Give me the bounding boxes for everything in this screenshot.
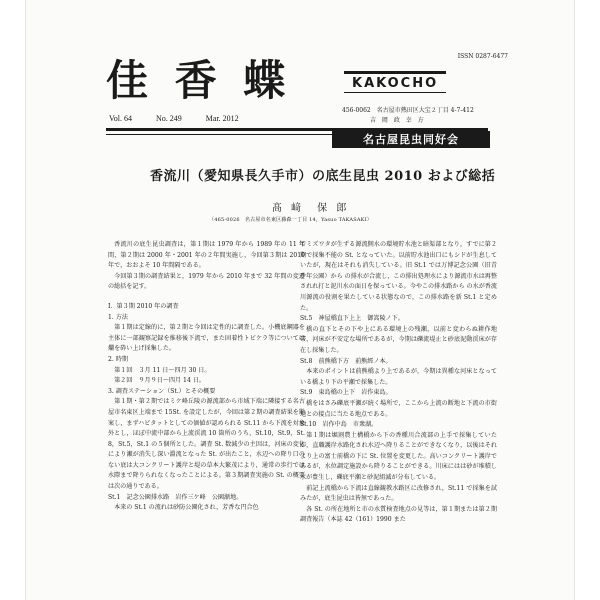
journal-title: 佳 香 蝶 bbox=[106, 56, 292, 105]
issn-number: ISSN 0287-6477 bbox=[457, 53, 508, 60]
issue-info bbox=[109, 114, 239, 123]
issue-date: Mar. 2012 bbox=[205, 114, 239, 123]
station-heading: St.5 神屋橋直下上上 御嵩陵ノ下。 bbox=[300, 315, 404, 323]
station-heading: St.8 前熊橋下方 前熊經ノ本。 bbox=[300, 357, 392, 365]
journal-romaji-title: KAKOCHO bbox=[344, 71, 446, 93]
author-affiliation: （465-0026 名古屋市名東区藤森一丁目 14，Yasuo TAKASAKI） bbox=[209, 217, 372, 223]
paragraph: 今回第３期の調査結果と，1979 年から 2010 年まで 32 年間の変遷の総括を記す。 bbox=[108, 272, 305, 291]
paragraph: 前記上流橋から下流は直線観教水路区に改修され，St.11 で採集を試みたが，底生昆虫は皆無であった。 bbox=[300, 484, 497, 503]
subsection-heading: 3. 調査ステーション（St.）とその概要 bbox=[108, 387, 216, 395]
paragraph: でミズワタが生ずる源流側水の環境貯水池と暗渠部となり，すでに第２期で採集不能の St. となっていた。以前貯水池出口にもシドが生息していたが，現在はそれも消失している。旧 St.1 では万博記念公園（旧青少年公園）から の排水が合流し，この排出処理水により源流市水は再整されれ打と泥川水の面日を保っている。今やこの排水路から の水が香流川源流の役割を果たしている状態なので，この排水路を新 St.1 と定めた。 bbox=[300, 241, 497, 312]
issue-number: No. 249 bbox=[155, 114, 182, 123]
paragraph: 橋の直下とその下や上にある環境上の残瀬，以前と変わらぬ耕作地帯，河床が不安定な場所であるが，今期は礫流堤止と砂底泥動渓床が存在し採集した。 bbox=[300, 325, 497, 354]
subsection-heading: 1. 方法 bbox=[108, 313, 128, 321]
section-heading: Ⅰ．第３期 2010 年の調査 bbox=[108, 302, 179, 310]
body-column-right bbox=[300, 240, 497, 526]
paragraph: 第１期・第２期ではミケ峰丘陵の源流部から市域下端に隣接する名古屋市名東区上端まで 15St. を設定したが，今回は第２期の調査結果を勘案し，まずハビタットとしての価値が認められる St.11 から下流を対象外とし，ほぼ中流中部から上流渓流 10 箇所のうち，St.10，St.9，St.8，St.5，St.1 の５個所とした。調査 St. 数減少の主因は，河床の変化により瀬が消失し深い淵流となった St. が出たこと，水辺への降り口のない底は大コンクリート護岸と堤の草本大繁茂により，通常の歩行では水際まで降りられなくなったことによる。第３期調査実施の St. の概要は次の通りである。 bbox=[108, 398, 305, 491]
article-title: 香流川（愛知県長久手市）の底生昆虫 2010 および総括 bbox=[150, 169, 496, 184]
paragraph: 橋をはさみ礫底平瀬が続く場所で，ここから上流の断地と下流の市街地との接点に当たる地点である。 bbox=[300, 399, 497, 418]
document-page bbox=[26, 0, 574, 600]
paragraph: 本来のポイントは前熊橋より上であるが，今期は異種な河床となっている橋より下の平瀬で採集した。 bbox=[300, 368, 497, 386]
editor-name: 吉 岡 政 幸 方 bbox=[370, 116, 426, 124]
paragraph: 第１期は定線的に，第２期と今回は定性的に調査した。小機底鋼器を主体に一部観察記録を推移後下流で，また固着性トビケラ等については爛を砕い上げ採集した。 bbox=[108, 324, 305, 353]
paragraph: 第２回 ９月９日〜四月 14 日。 bbox=[114, 377, 205, 385]
station-heading: St.10 岩作中島 市衆湖。 bbox=[300, 421, 378, 429]
publisher-address: 456-0062 名古屋市熱田区大宝２丁目 4-7-412 bbox=[342, 107, 474, 114]
paragraph: 第１回 ３月 11 日〜四月 30 日。 bbox=[114, 366, 211, 374]
publisher-address-block bbox=[342, 106, 474, 125]
body-column-left bbox=[108, 240, 305, 514]
subsection-heading: 2. 時期 bbox=[108, 355, 128, 363]
paragraph: 第１期は堀割農土構橋から下の香種川合流部の上手で採集していたが，直職護岸水路化され水辺へ降りることができなくなり，以後はそれより上の富士前橋の下に St. 位置を変更した。高いコンクリート護岸であるが，水位調定施設から降りることができる。川床にはは砂が堆積し水が豊生し，礫底平瀬と砂泥組滅が分布している。 bbox=[300, 431, 497, 482]
station-heading: St.9 東島橋の上下 岩作東島。 bbox=[300, 389, 392, 397]
society-name-banner: 名古屋昆虫同好会 bbox=[332, 131, 490, 148]
station-heading: St.1 記念公園排水路 岩作三ケ峰 公園漸地。 bbox=[108, 493, 243, 501]
paragraph: 香流川の底生昆虫調査は，第１期は 1979 年から 1989 年の 11 年間，第２期は 2000 年・2001 年の２年間実施し，今回第３期は 2010 年で，おおよそ 10 年間隔である。 bbox=[108, 241, 305, 270]
paragraph: 本来の St.1 の流れは砂防公園化され，芳香な円合色 bbox=[114, 504, 259, 512]
volume-number: Vol. 64 bbox=[109, 114, 132, 123]
article-author: 髙 﨑 保 郎 bbox=[272, 203, 350, 214]
paragraph: 各 St. の所在地所と市の水質検査地点の見等は，第１期または第２期調査報告（本誌 42（161）1990 また bbox=[300, 505, 497, 524]
